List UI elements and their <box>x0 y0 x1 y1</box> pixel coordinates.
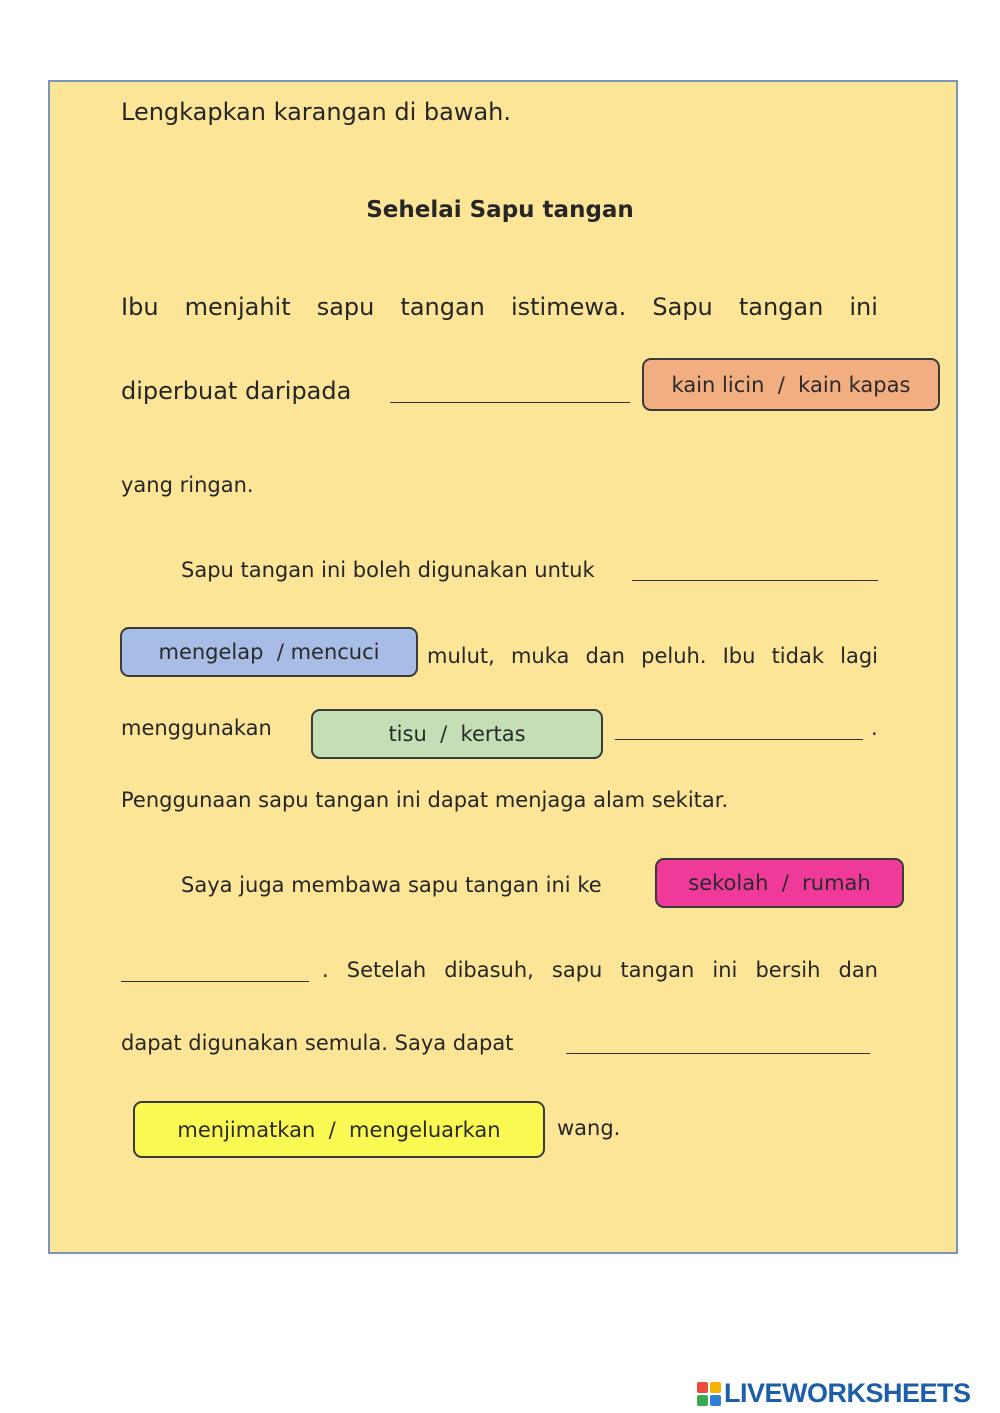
paragraph2-line3-period: . <box>871 716 878 740</box>
choice-box-fabric[interactable]: kain licin / kain kapas <box>642 358 940 411</box>
paragraph3-line2: . Setelah dibasuh, sapu tangan ini bersih dan <box>322 958 878 982</box>
paragraph1-line1: Ibu menjahit sapu tangan istimewa. Sapu tangan ini <box>121 293 878 321</box>
paragraph3-line4-text: wang. <box>557 1116 621 1140</box>
logo-text: LIVEWORKSHEETS <box>724 1378 971 1408</box>
paragraph3-line3-text: dapat digunakan semula. Saya dapat <box>121 1031 514 1055</box>
paragraph3-line1-text: Saya juga membawa sapu tangan ini ke <box>181 873 602 897</box>
choice-box-place[interactable]: sekolah / rumah <box>655 858 904 908</box>
paragraph1-line2-text: diperbuat daripada <box>121 377 352 405</box>
answer-blank-2[interactable] <box>632 580 878 581</box>
instruction-text: Lengkapkan karangan di bawah. <box>121 98 511 126</box>
paragraph2-line2: mulut, muka dan peluh. Ibu tidak lagi <box>427 644 878 668</box>
choice-box-usage[interactable]: mengelap / mencuci <box>120 627 418 677</box>
paragraph1-line3-text: yang ringan. <box>121 473 254 497</box>
paragraph2-line4-text: Penggunaan sapu tangan ini dapat menjaga alam sekitar. <box>121 788 729 812</box>
essay-title: Sehelai Sapu tangan <box>366 197 634 223</box>
answer-blank-1[interactable] <box>390 402 630 403</box>
choice-box-material[interactable]: tisu / kertas <box>311 709 603 759</box>
logo-mark-icon <box>697 1382 721 1406</box>
paragraph2-line3-text: menggunakan <box>121 716 272 740</box>
answer-blank-3[interactable] <box>615 739 863 740</box>
answer-blank-4[interactable] <box>121 981 309 982</box>
choice-box-money[interactable]: menjimatkan / mengeluarkan <box>133 1101 545 1158</box>
answer-blank-5[interactable] <box>566 1053 870 1054</box>
paragraph2-line1-text: Sapu tangan ini boleh digunakan untuk <box>181 558 595 582</box>
liveworksheets-logo <box>697 1378 971 1409</box>
